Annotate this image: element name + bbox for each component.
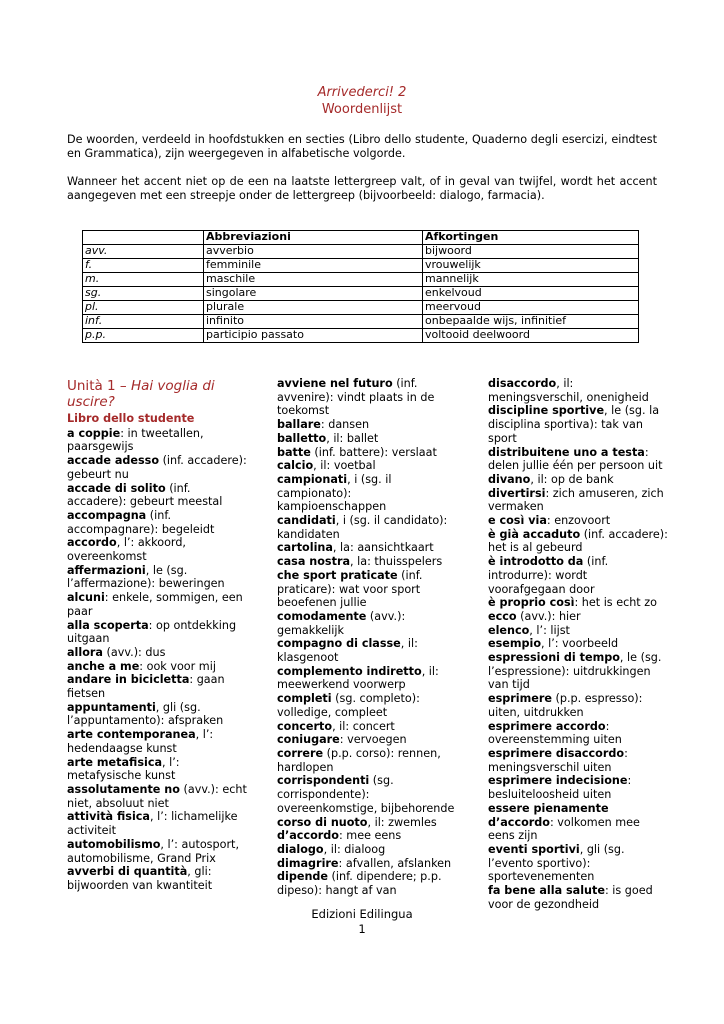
entry-headword: affermazioni xyxy=(67,563,146,577)
column-2 xyxy=(277,377,457,898)
entry-headword: accade adesso xyxy=(67,454,160,468)
entry-headword: esprimere accordo xyxy=(488,719,606,733)
glossary-entry xyxy=(277,514,457,541)
table-cell: avverbio xyxy=(204,245,423,259)
unit-title-italic: Hai voglia di uscire? xyxy=(67,378,215,410)
entry-translation: (inf. avvenire): vindt plaats in de toekomst xyxy=(277,377,435,418)
entry-translation: , le (sg. l’affermazione): beweringen xyxy=(67,563,225,591)
entry-headword: balletto xyxy=(277,431,327,445)
section-title: Libro dello studente xyxy=(67,412,195,425)
entry-headword: ecco xyxy=(488,609,517,623)
entry-translation: , l’: autosport, automobilisme, Grand Prix xyxy=(67,837,240,865)
entry-translation: : zich amuseren, zich vermaken xyxy=(488,486,664,514)
publisher-name: Edizioni Edilingua xyxy=(311,907,413,921)
glossary-entry xyxy=(67,865,247,892)
glossary-entry xyxy=(67,536,247,563)
entry-translation: , i (sg. il candidato): kandidaten xyxy=(277,514,448,541)
entry-headword: anche a me xyxy=(67,659,140,673)
entry-headword: distribuitene uno a testa xyxy=(488,445,645,459)
entry-headword: e così via xyxy=(488,514,547,528)
glossary-entry xyxy=(277,610,457,637)
glossary-entry xyxy=(488,802,668,843)
table-row xyxy=(83,301,639,315)
entry-headword: coniugare xyxy=(277,733,340,747)
glossary-entry xyxy=(67,660,247,674)
entry-translation: , le (sg. la disciplina sportiva): tak van sport xyxy=(488,404,660,445)
entry-translation: : enzovoort xyxy=(546,514,611,528)
entry-translation: : meningsverschil uiten xyxy=(488,746,628,774)
entry-translation: , l’: lijst xyxy=(529,623,570,637)
glossary-entry xyxy=(488,528,668,555)
glossary-entry xyxy=(67,564,247,591)
entry-headword: compagno di classe xyxy=(277,637,401,651)
entry-headword: accade di solito xyxy=(67,481,166,495)
entry-headword: cartolina xyxy=(277,541,333,555)
table-cell: sg. xyxy=(83,287,204,301)
entry-headword: correre xyxy=(277,746,324,760)
document-title xyxy=(0,84,724,118)
entry-headword: alcuni xyxy=(67,591,105,605)
entry-translation: (avv.): echt niet, absoluut niet xyxy=(67,782,247,810)
entry-translation: (inf. accadere): gebeurt nu xyxy=(67,454,247,481)
glossary-entry xyxy=(67,756,247,783)
entry-headword: alla scoperta xyxy=(67,618,149,632)
glossary-entry xyxy=(67,619,247,646)
entry-translation: : is goed voor de gezondheid xyxy=(488,884,653,911)
entry-headword: avviene nel futuro xyxy=(277,377,393,390)
glossary-entry xyxy=(277,555,457,569)
entry-translation: (inf. accadere): het is al gebeurd xyxy=(488,527,668,555)
column-1 xyxy=(67,377,247,893)
entry-translation: , l’: metafysische kunst xyxy=(67,755,180,783)
table-cell: plurale xyxy=(204,301,423,315)
entry-translation: (p.p. corso): rennen, hardlopen xyxy=(277,746,441,774)
title-line-2: Woordenlijst xyxy=(321,102,403,117)
table-cell: meervoud xyxy=(423,301,639,315)
table-cell: infinito xyxy=(204,315,423,329)
entry-headword: arte contemporanea xyxy=(67,728,196,742)
entry-list xyxy=(488,377,668,911)
entry-translation: (inf. battere): verslaat xyxy=(310,445,437,459)
table-header-cell xyxy=(83,231,204,245)
entry-translation: , gli: bijwoorden van kwantiteit xyxy=(67,865,213,892)
table-cell: m. xyxy=(83,273,204,287)
glossary-entry xyxy=(67,810,247,837)
table-row xyxy=(83,287,639,301)
glossary-entry xyxy=(488,610,668,624)
entry-headword: dialogo xyxy=(277,842,324,856)
entry-headword: discipline sportive xyxy=(488,404,605,418)
entry-translation: , il: zwemles xyxy=(367,815,437,829)
glossary-entry xyxy=(277,569,457,610)
glossary-entry xyxy=(277,665,457,692)
intro-paragraph-2: Wanneer het accent niet op de een na laatste lettergreep valt, of in geval van twijfel, wordt het accent aangegeven met een streepje onder de lettergreep (bijvoorbeeld: dialogo, farmacia). xyxy=(67,175,657,202)
entry-headword: esprimere indecisione xyxy=(488,774,628,788)
entry-headword: che sport praticate xyxy=(277,568,398,582)
entry-translation: , gli (sg. l’evento sportivo): sportevenementen xyxy=(488,842,625,884)
entry-translation: , il: op de bank xyxy=(530,472,614,486)
entry-headword: a coppie xyxy=(67,426,121,440)
entry-headword: è proprio così xyxy=(488,596,575,610)
glossary-entry xyxy=(277,446,457,460)
glossary-entry xyxy=(67,646,247,660)
table-cell: vrouwelijk xyxy=(423,259,639,273)
glossary-entry xyxy=(488,637,668,651)
entry-translation: , il: meewerkend voorwerp xyxy=(277,664,439,692)
entry-headword: eventi sportivi xyxy=(488,842,580,856)
entry-translation: , la: aansichtkaart xyxy=(332,541,434,555)
entry-headword: comodamente xyxy=(277,609,367,623)
entry-translation: (inf. introdurre): wordt voorafgegaan door xyxy=(488,555,609,596)
entry-translation: (sg. completo): volledige, compleet xyxy=(277,692,420,719)
glossary-entry xyxy=(488,377,668,404)
table-cell: femminile xyxy=(204,259,423,273)
table-cell: bijwoord xyxy=(423,245,639,259)
entry-translation: (avv.): hier xyxy=(516,609,581,623)
glossary-entry xyxy=(488,473,668,487)
glossary-entry xyxy=(488,404,668,445)
glossary-entry xyxy=(277,377,457,418)
entry-headword: appuntamenti xyxy=(67,700,156,714)
table-row xyxy=(83,315,639,329)
glossary-entry xyxy=(67,482,247,509)
column-3 xyxy=(488,377,668,911)
table-cell: pl. xyxy=(83,301,204,315)
glossary-entry xyxy=(488,446,668,473)
entry-headword: concerto xyxy=(277,719,333,733)
page-footer xyxy=(0,907,724,937)
glossary-entry xyxy=(277,733,457,747)
glossary-entry xyxy=(277,747,457,774)
entry-headword: fa bene alla salute xyxy=(488,884,605,898)
glossary-entry xyxy=(67,509,247,536)
glossary-entry xyxy=(488,651,668,692)
glossary-entry xyxy=(277,816,457,830)
entry-translation: : in tweetallen, paarsgewijs xyxy=(67,426,204,454)
entry-translation: , l’: hedendaagse kunst xyxy=(67,728,214,755)
table-header-cell: Afkortingen xyxy=(423,231,639,245)
entry-translation: , gli (sg. l’appuntamento): afspraken xyxy=(67,700,224,728)
glossary-entry xyxy=(67,838,247,865)
entry-headword: esprimere disaccordo xyxy=(488,746,625,760)
unit-title xyxy=(67,378,247,410)
table-cell: inf. xyxy=(83,315,204,329)
glossary-entry xyxy=(277,541,457,555)
glossary-entry xyxy=(277,843,457,857)
entry-translation: (inf. accadere): gebeurt meestal xyxy=(67,481,223,509)
glossary-entry xyxy=(277,857,457,871)
entry-translation: , il: ballet xyxy=(326,431,379,445)
entry-list xyxy=(67,427,247,893)
unit-title-prefix: Unità 1 – xyxy=(67,378,131,394)
entry-translation: : het is echt zo xyxy=(574,596,657,610)
entry-translation: , la: thuisspelers xyxy=(350,555,443,569)
entry-translation: , l’: voorbeeld xyxy=(541,637,619,651)
table-cell: onbepaalde wijs, infinitief xyxy=(423,315,639,329)
table-header-cell: Abbreviazioni xyxy=(204,231,423,245)
entry-headword: dimagrire xyxy=(277,856,339,870)
entry-translation: : vervoegen xyxy=(339,733,407,747)
table-cell: voltooid deelwoord xyxy=(423,329,639,343)
entry-headword: espressioni di tempo xyxy=(488,651,620,665)
entry-headword: essere pienamente d’accordo xyxy=(488,801,609,829)
glossary-entry xyxy=(277,720,457,734)
glossary-entry xyxy=(277,774,457,815)
glossary-entry xyxy=(277,418,457,432)
entry-headword: complemento indiretto xyxy=(277,664,422,678)
glossary-entry xyxy=(67,427,247,454)
glossary-entry xyxy=(488,487,668,514)
glossary-entry xyxy=(67,673,247,700)
table-row xyxy=(83,245,639,259)
entry-headword: esempio xyxy=(488,637,542,651)
abbreviations-table xyxy=(82,230,639,343)
glossary-entry xyxy=(488,720,668,747)
glossary-entry xyxy=(488,747,668,774)
entry-translation: (avv.): dus xyxy=(102,645,166,659)
glossary-entry xyxy=(67,454,247,481)
entry-headword: ballare xyxy=(277,418,321,432)
entry-headword: dipende xyxy=(277,870,328,884)
entry-translation: (sg. corrispondente): overeenkomstige, bijbehorende xyxy=(277,774,455,815)
entry-headword: corrispondenti xyxy=(277,774,370,788)
entry-translation: , il: meningsverschil, onenigheid xyxy=(488,377,649,404)
entry-headword: è introdotto da xyxy=(488,555,584,569)
entry-headword: d’accordo xyxy=(277,829,339,843)
entry-headword: candidati xyxy=(277,514,336,528)
entry-translation: (p.p. espresso): uiten, uitdrukken xyxy=(488,692,643,719)
entry-headword: arte metafisica xyxy=(67,755,163,769)
entry-translation: (inf. praticare): wat voor sport beoefenen jullie xyxy=(277,568,423,610)
glossary-entry xyxy=(277,692,457,719)
entry-translation: , il: concert xyxy=(332,719,395,733)
entry-headword: avverbi di quantità xyxy=(67,865,188,879)
entry-headword: attività fisica xyxy=(67,810,150,824)
entry-headword: calcio xyxy=(277,459,314,473)
table-cell: mannelijk xyxy=(423,273,639,287)
glossary-entry xyxy=(277,829,457,843)
table-cell: enkelvoud xyxy=(423,287,639,301)
entry-headword: divertirsi xyxy=(488,486,546,500)
entry-translation: : besluiteloosheid uiten xyxy=(488,774,632,802)
glossary-entry xyxy=(67,783,247,810)
entry-translation: : op ontdekking uitgaan xyxy=(67,618,237,646)
entry-translation: : mee eens xyxy=(338,829,402,843)
glossary-entry xyxy=(488,555,668,596)
glossary-entry xyxy=(488,843,668,884)
table-row xyxy=(83,329,639,343)
glossary-entry xyxy=(488,596,668,610)
entry-translation: : delen jullie één per persoon uit xyxy=(488,445,663,473)
entry-translation: , il: klasgenoot xyxy=(277,637,418,665)
glossary-entry xyxy=(277,432,457,446)
table-header-row xyxy=(83,231,639,245)
entry-headword: esprimere xyxy=(488,692,552,706)
entry-headword: completi xyxy=(277,692,332,706)
page-number: 1 xyxy=(358,922,366,936)
entry-headword: batte xyxy=(277,445,311,459)
table-cell: maschile xyxy=(204,273,423,287)
entry-translation: (inf. dipendere; p.p. dipeso): hangt af van xyxy=(277,870,442,898)
glossary-entry xyxy=(277,459,457,473)
entry-translation: : volkomen mee eens zijn xyxy=(488,815,640,843)
entry-translation: , l’: akkoord, overeenkomst xyxy=(67,536,186,564)
entry-headword: andare in bicicletta xyxy=(67,673,190,687)
entry-translation: : ook voor mij xyxy=(139,659,216,673)
table-cell: singolare xyxy=(204,287,423,301)
table-row xyxy=(83,259,639,273)
glossary-entry xyxy=(67,728,247,755)
entry-translation: , le (sg. l’espressione): uitdrukkingen van tijd xyxy=(488,651,662,692)
entry-headword: casa nostra xyxy=(277,555,351,569)
entry-headword: campionati xyxy=(277,472,348,486)
entry-headword: allora xyxy=(67,645,103,659)
entry-headword: disaccordo xyxy=(488,377,557,390)
entry-headword: accompagna xyxy=(67,508,147,522)
glossary-entry xyxy=(67,591,247,618)
entry-headword: è già accaduto xyxy=(488,527,581,541)
entry-headword: assolutamente no xyxy=(67,782,180,796)
entry-translation: : dansen xyxy=(320,418,370,432)
entry-headword: divano xyxy=(488,472,531,486)
entry-translation: : afvallen, afslanken xyxy=(338,856,452,870)
entry-headword: accordo xyxy=(67,536,117,550)
entry-translation: , il: voetbal xyxy=(313,459,376,473)
table-cell: avv. xyxy=(83,245,204,259)
table-cell: p.p. xyxy=(83,329,204,343)
entry-translation: , l’: lichamelijke activiteit xyxy=(67,810,238,838)
glossary-entry xyxy=(488,624,668,638)
intro-paragraph-1: De woorden, verdeeld in hoofdstukken en secties (Libro dello studente, Quaderno degli esercizi, eindtest en Grammatica), zijn weergegeven in alfabetische volgorde. xyxy=(67,133,657,160)
entry-list xyxy=(277,377,457,898)
table-cell: participio passato xyxy=(204,329,423,343)
glossary-entry xyxy=(67,701,247,728)
entry-translation: (inf. accompagnare): begeleidt xyxy=(67,508,215,536)
glossary-entry xyxy=(277,870,457,897)
entry-translation: : enkele, sommigen, een paar xyxy=(67,591,243,618)
entry-translation: , i (sg. il campionato): kampioenschappen xyxy=(277,472,392,514)
glossary-entry xyxy=(488,692,668,719)
entry-headword: elenco xyxy=(488,623,530,637)
glossary-entry xyxy=(277,473,457,514)
table-row xyxy=(83,273,639,287)
glossary-entry xyxy=(277,637,457,664)
entry-translation: , il: dialoog xyxy=(323,842,386,856)
entry-headword: corso di nuoto xyxy=(277,815,368,829)
entry-translation: : overeenstemming uiten xyxy=(488,719,622,747)
glossary-entry xyxy=(488,514,668,528)
entry-headword: automobilismo xyxy=(67,837,161,851)
title-line-1: Arrivederci! 2 xyxy=(317,85,407,100)
glossary-entry xyxy=(488,774,668,801)
entry-translation: : gaan fietsen xyxy=(67,673,225,701)
table-cell: f. xyxy=(83,259,204,273)
entry-translation: (avv.): gemakkelijk xyxy=(277,609,406,637)
